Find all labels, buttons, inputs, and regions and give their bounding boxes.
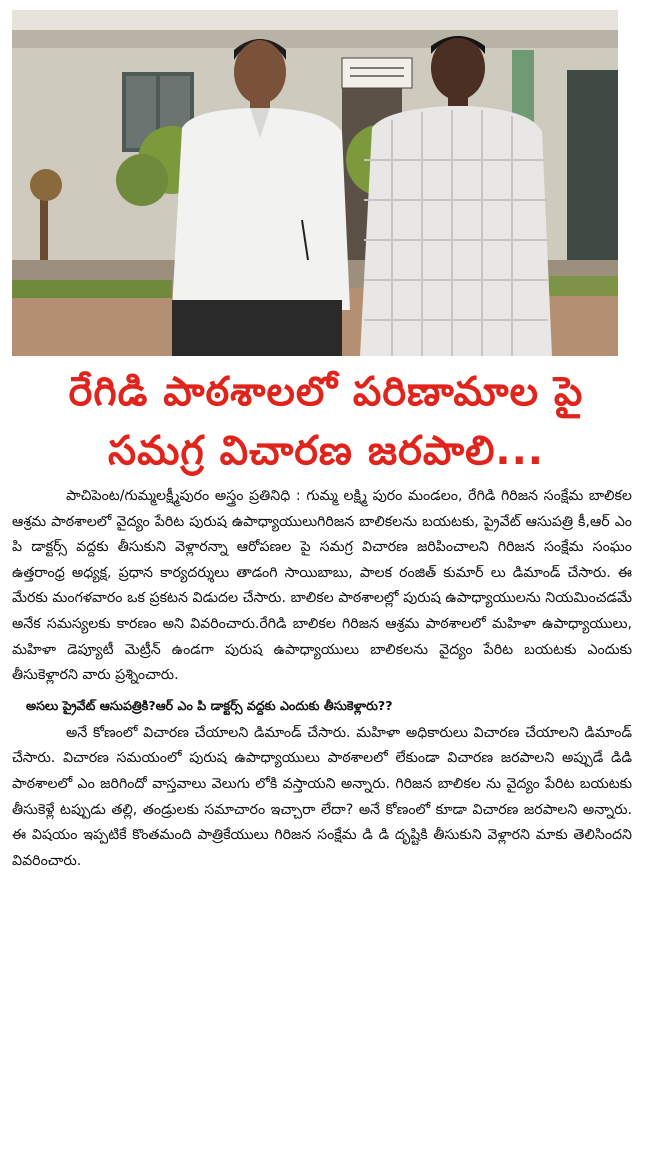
article-paragraph-1: పాచిపెంట/గుమ్మలక్ష్మీపురం అస్త్రం ప్రతినిధి : గుమ్మ లక్ష్మి పురం మండలం, రేగిడి గిరిజన సంక్షేమ బాలికల ఆశ్రమ పాఠశాలలో వైద్యం పేరిట పురుష ఉపాధ్యాయులుగిరిజన బాలికలను బయటకు, ప్రైవేట్ ఆసుపత్రి కీ,ఆర్ ఎం పి డాక్టర్స్ వద్దకు తీసుకుని వెళ్లారన్నా ఆరోపణల పై సమగ్ర విచారణ జరిపించాలని గిరిజన సంక్షేమ సంఘం ఉత్తరాంధ్ర అధ్యక్ష, ప్రధాన కార్యదర్శులు తాడంగి సాయిబాబు, పాలక రంజిత్ కుమార్ లు డిమాండ్ చేసారు. ఈ మేరకు మంగళవారం ఒక ప్రకటన విడుదల చేసారు. బాలికల పాఠశాలల్లో పురుష ఉపాధ్యాయులను నియమించడమే అనేక సమస్యలకు కారణం అని వివరించారు.రేగిడి బాలికల గిరిజన ఆశ్రమ పాఠశాలలో మహిళా ఉపాధ్యాయులు, మహిళా డెప్యూటీ మెట్రీన్ ఉండగా పురుష ఉపాధ్యాయులు బాలికలను వైద్యం పేరిట బయటకు ఎందుకు తీసుకెళ్లారని వారు ప్రశ్నించారు.	[12, 488, 632, 684]
headline	[0, 362, 652, 480]
headline-line-1: రేగిడి పాఠశాలలో పరిణామాల పై	[68, 369, 584, 415]
photo-two-men-standing-icon	[12, 10, 618, 356]
article-subheading: అసలు ప్రైవేట్ ఆసుపత్రికి?ఆర్ ఎం పి డాక్టర్స్ వద్దకు ఎందుకు తీసుకెళ్లారు??	[26, 697, 393, 713]
headline-line-2: సమగ్ర విచారణ జరపాలి...	[108, 428, 544, 474]
news-photo	[12, 10, 618, 356]
article-paragraph-2: అనే కోణంలో విచారణ చేయాలని డిమాండ్ చేసారు. మహిళా అధికారులు విచారణ చేయాలని డిమాండ్ చేసారు. విచారణ సమయంలో పురుష ఉపాధ్యాయులు పాఠశాలలో లేకుండా విచారణ జరపాలని అప్పుడే డిడి పాఠశాలలో ఎం జరిగిందో వాస్తవాలు వెలుగు లోకి వస్తాయని అన్నారు. గిరిజన బాలికల ను వైద్యం పేరిట బయటకు తీసుకెళ్లే టప్పుడు తల్లి, తండ్రులకు సమాచారం ఇచ్చారా లేదా? అనే కోణంలో కూడా విచారణ జరపాలని అన్నారు. ఈ విషయం ఇప్పటికే కొంతమంది పాత్రికేయులు గిరిజన సంక్షేమ డి డి దృష్టికి తీసుకుని వెళ్లారని మాకు తెలిసిందని వివరించారు.	[12, 724, 632, 869]
article-body	[12, 484, 632, 874]
